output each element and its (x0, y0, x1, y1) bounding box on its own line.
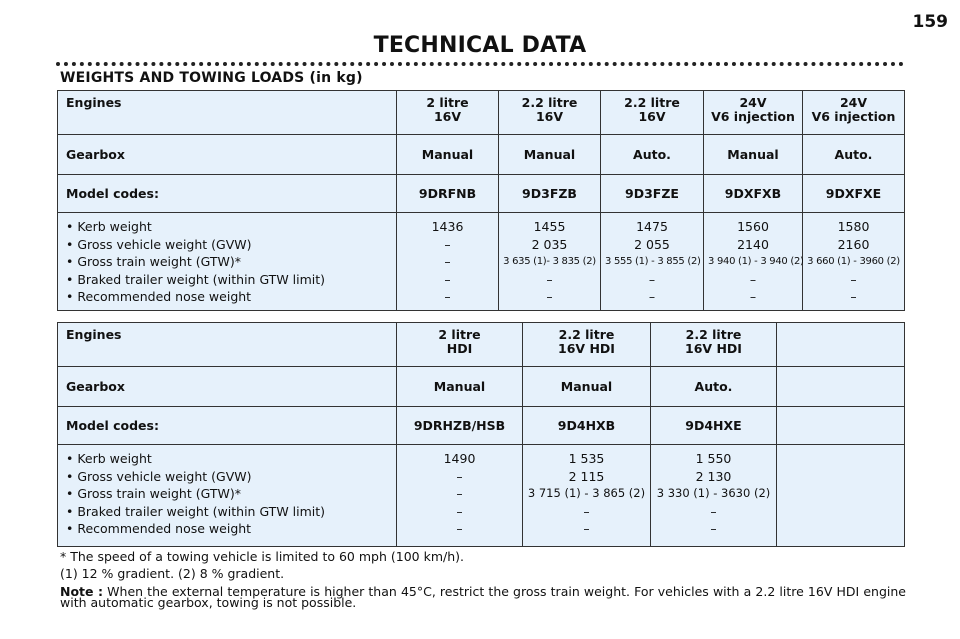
model-code-cell: 9DXFXE (803, 175, 905, 213)
model-code-cell: 9DRFNB (397, 175, 499, 213)
weights-table-diesel (57, 322, 905, 547)
note-text: When the external temperature is higher than 45°C, restrict the gross train weight. For vehicles with a 2.2 litre 16V HDI engine with automatic gearbox, towing is not possible. (60, 584, 906, 610)
weights-cell: 1560 2140 3 940 (1) - 3 940 (2) – – (704, 213, 803, 311)
engine-cell: 24V V6 injection (803, 91, 905, 135)
engine-cell: 24V V6 injection (704, 91, 803, 135)
row-label-gearbox: Gearbox (58, 135, 397, 175)
gearbox-cell: Manual (499, 135, 601, 175)
empty-cell (777, 367, 905, 407)
table-row-weights (58, 445, 905, 547)
table-row-model-codes (58, 175, 905, 213)
dotted-divider (56, 62, 904, 66)
row-label-model-codes: Model codes: (58, 407, 397, 445)
model-code-cell: 9DRHZB/HSB (397, 407, 523, 445)
table-row-gearbox (58, 367, 905, 407)
weights-cell: 1 535 2 115 3 715 (1) - 3 865 (2) – – (523, 445, 651, 547)
table-row-engines (58, 91, 905, 135)
weights-cell: 1490 – – – – (397, 445, 523, 547)
model-code-cell: 9D3FZB (499, 175, 601, 213)
row-label-engines: Engines (58, 91, 397, 135)
weights-cell: 1580 2160 3 660 (1) - 3960 (2) – – (803, 213, 905, 311)
gearbox-cell: Manual (397, 135, 499, 175)
engine-cell: 2 litre 16V (397, 91, 499, 135)
weights-labels: • Kerb weight • Gross vehicle weight (GVW) • Gross train weight (GTW)* • Braked trailer weight (within GTW limit) • Recommended nose weight (58, 445, 397, 547)
gearbox-cell: Auto. (601, 135, 704, 175)
gearbox-cell: Manual (397, 367, 523, 407)
footnote-speed: * The speed of a towing vehicle is limited to 60 mph (100 km/h). (60, 549, 464, 564)
row-label-model-codes: Model codes: (58, 175, 397, 213)
note-label: Note : (60, 584, 104, 599)
section-title: WEIGHTS AND TOWING LOADS (in kg) (60, 70, 363, 86)
table-row-weights (58, 213, 905, 311)
weights-cell: 1455 2 035 3 635 (1)- 3 835 (2) – – (499, 213, 601, 311)
model-code-cell: 9D4HXB (523, 407, 651, 445)
engine-cell: 2 litre HDI (397, 323, 523, 367)
row-label-gearbox: Gearbox (58, 367, 397, 407)
page-number: 159 (912, 12, 948, 32)
weights-cell: 1475 2 055 3 555 (1) - 3 855 (2) – – (601, 213, 704, 311)
table-row-engines (58, 323, 905, 367)
model-code-cell: 9D4HXE (651, 407, 777, 445)
engine-cell: 2.2 litre 16V (499, 91, 601, 135)
gearbox-cell: Manual (704, 135, 803, 175)
row-label-engines: Engines (58, 323, 397, 367)
weights-cell: 1 550 2 130 3 330 (1) - 3630 (2) – – (651, 445, 777, 547)
engine-cell: 2.2 litre 16V (601, 91, 704, 135)
weights-labels: • Kerb weight • Gross vehicle weight (GVW) • Gross train weight (GTW)* • Braked trailer weight (within GTW limit) • Recommended nose weight (58, 213, 397, 311)
engine-cell: 2.2 litre 16V HDI (523, 323, 651, 367)
empty-cell (777, 323, 905, 367)
table-row-model-codes (58, 407, 905, 445)
model-code-cell: 9DXFXB (704, 175, 803, 213)
page-title: TECHNICAL DATA (373, 33, 587, 58)
weights-table-petrol (57, 90, 905, 311)
empty-cell (777, 407, 905, 445)
engine-cell: 2.2 litre 16V HDI (651, 323, 777, 367)
weights-cell: 1436 – – – – (397, 213, 499, 311)
gearbox-cell: Auto. (803, 135, 905, 175)
table-row-gearbox (58, 135, 905, 175)
note-paragraph (60, 586, 906, 608)
gearbox-cell: Auto. (651, 367, 777, 407)
footnote-gradient: (1) 12 % gradient. (2) 8 % gradient. (60, 566, 285, 581)
empty-cell (777, 445, 905, 547)
gearbox-cell: Manual (523, 367, 651, 407)
model-code-cell: 9D3FZE (601, 175, 704, 213)
